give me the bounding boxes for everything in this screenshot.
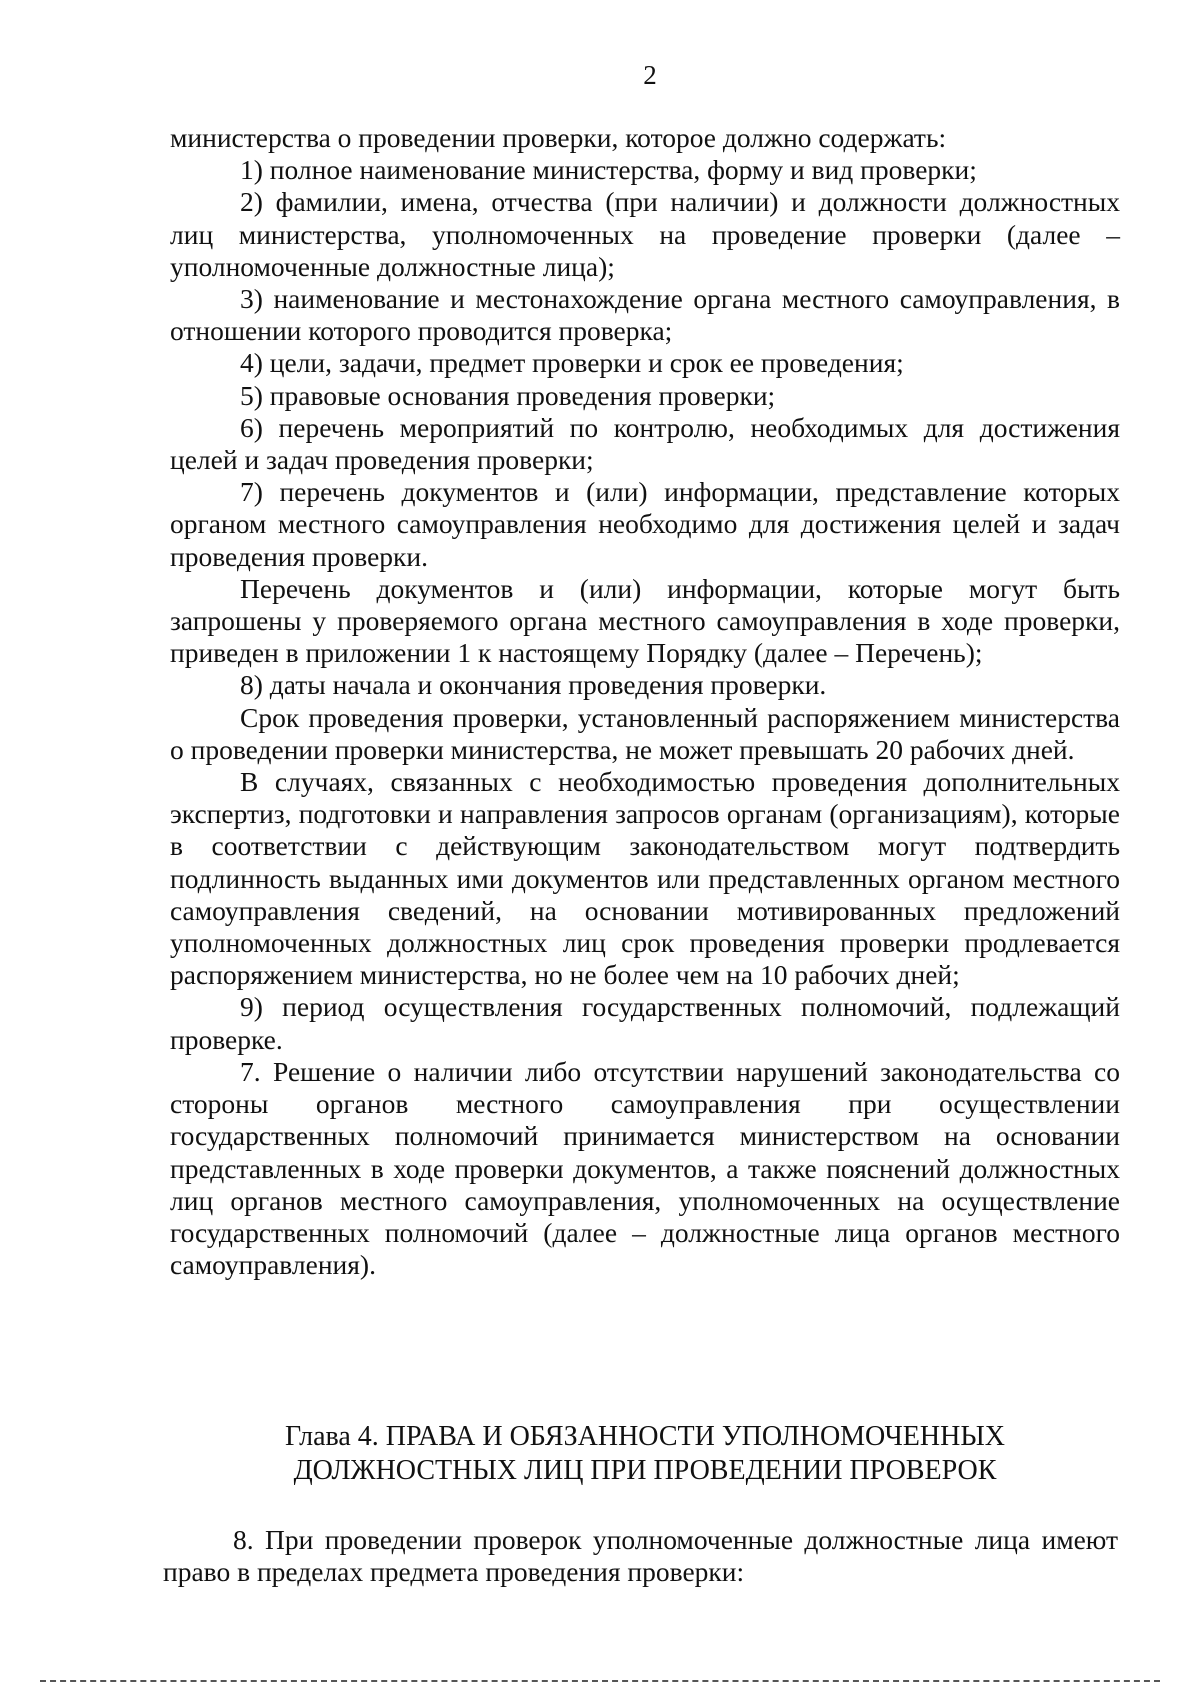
- list-item: 9) период осуществления государственных полномочий, подлежащий проверке.: [170, 991, 1120, 1055]
- paragraph: Перечень документов и (или) информации, которые могут быть запрошены у проверяемого органа местного самоуправления в ходе проверки, приведен в приложении 1 к настоящему Порядку (далее – Перечень);: [170, 572, 1120, 669]
- bottom-rule: [40, 1680, 1160, 1682]
- chapter-heading-line-1: Глава 4. ПРАВА И ОБЯЗАННОСТИ УПОЛНОМОЧЕННЫХ: [285, 1421, 1005, 1452]
- paragraph: министерства о проведении проверки, которое должно содержать:: [170, 122, 947, 153]
- list-item: 4) цели, задачи, предмет проверки и срок ее проведения;: [240, 347, 904, 379]
- paragraph: В случаях, связанных с необходимостью проведения дополнительных экспертиз, подготовки и направления запросов органам (организациям), которые в соответствии с действующим законодательством могут подтвердить подлинность выданных ими документов или представленных органом местного самоуправления сведений, на основании мотивированных предложений уполномоченных должностных лиц срок проведения проверки продлевается распоряжением министерства, но не более чем на 10 рабочих дней;: [170, 766, 1120, 991]
- page-number: 2: [643, 60, 657, 90]
- chapter-heading-line-2: ДОЛЖНОСТНЫХ ЛИЦ ПРИ ПРОВЕДЕНИИ ПРОВЕРОК: [293, 1455, 997, 1486]
- paragraph: 7. Решение о наличии либо отсутствии нарушений законодательства со стороны органов местного самоуправления при осуществлении государственных полномочий принимается министерством на основании представленных в ходе проверки документов, а также пояснений должностных лиц органов местного самоуправления, уполномоченных на осуществление государственных полномочий (далее – должностные лица органов местного самоуправления).: [170, 1055, 1120, 1281]
- list-item: 3) наименование и местонахождение органа местного самоуправления, в отношении которого проводится проверка;: [170, 283, 1120, 347]
- body-text: [170, 122, 1120, 1281]
- list-item: 1) полное наименование министерства, форму и вид проверки;: [240, 154, 977, 186]
- list-item: 8) даты начала и окончания проведения проверки.: [240, 669, 827, 701]
- paragraph: 8. При проведении проверок уполномоченные должностные лица имеют право в пределах предмета проведения проверки:: [163, 1524, 1118, 1588]
- list-item: 7) перечень документов и (или) информации, представление которых органом местного самоуправления необходимо для достижения целей и задач проведения проверки.: [170, 476, 1120, 572]
- paragraph: Срок проведения проверки, установленный распоряжением министерства о проведении проверки министерства, не может превышать 20 рабочих дней.: [170, 701, 1120, 765]
- list-item: 6) перечень мероприятий по контролю, необходимых для достижения целей и задач проведения проверки;: [170, 411, 1120, 476]
- list-item: 2) фамилии, имена, отчества (при наличии) и должности должностных лиц министерства, уполномоченных на проведение проверки (далее – уполномоченные должностные лица);: [170, 186, 1120, 282]
- tail-text: [163, 1524, 1118, 1588]
- list-item: 5) правовые основания проведения проверки;: [240, 379, 776, 411]
- chapter-heading: [160, 1420, 1130, 1488]
